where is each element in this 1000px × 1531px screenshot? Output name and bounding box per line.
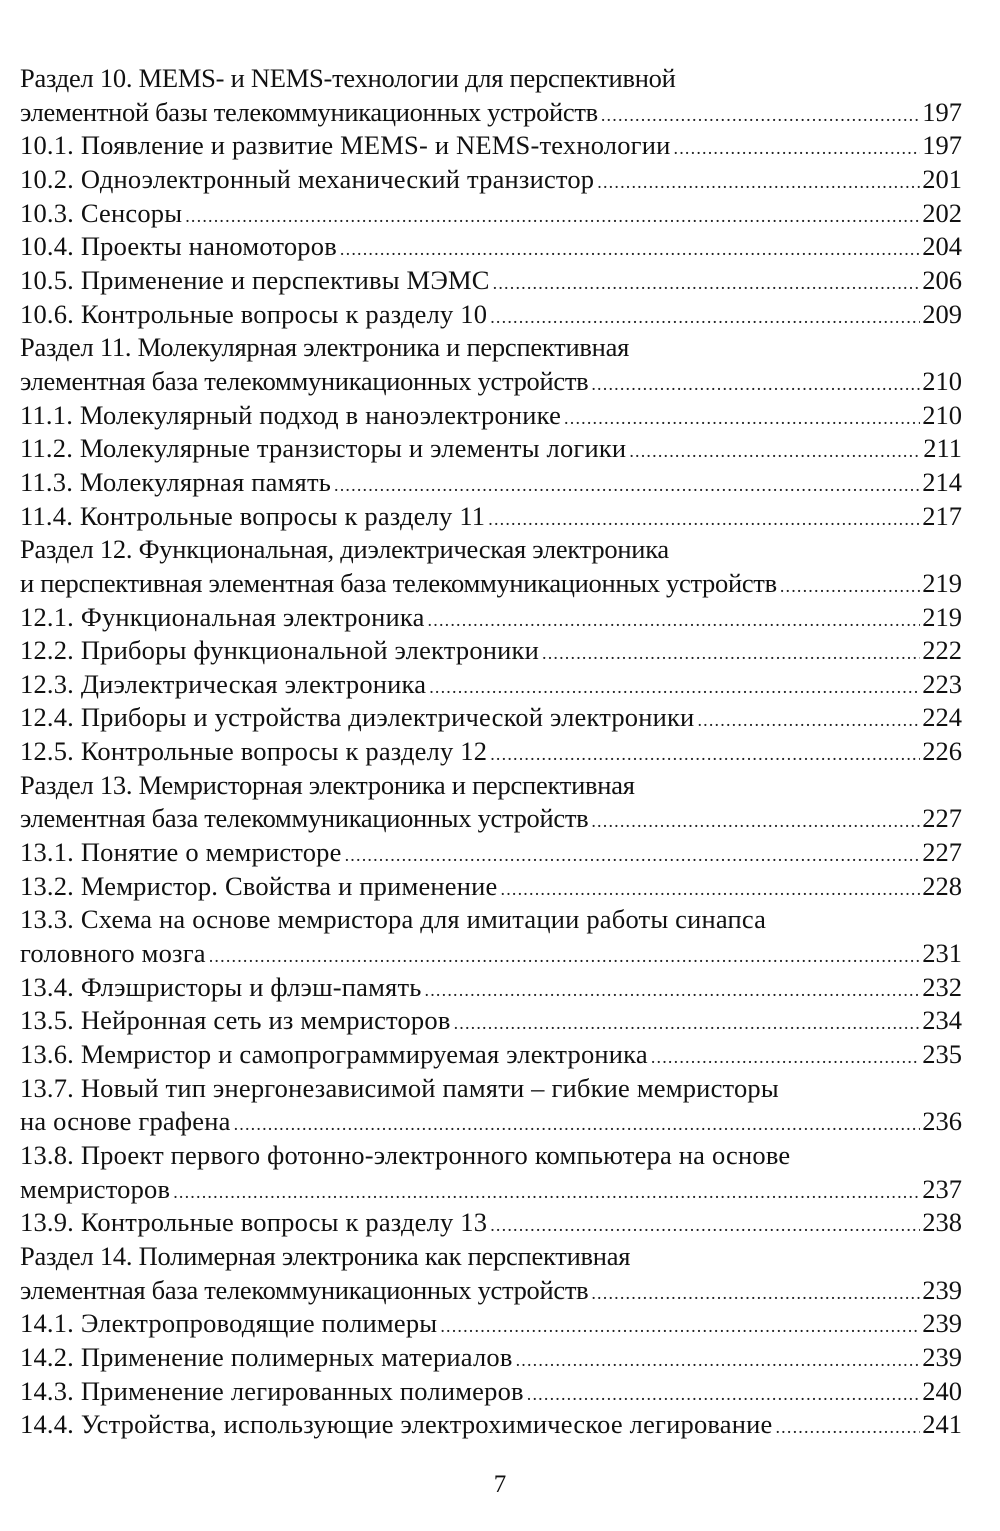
toc-entry-title: Раздел 12. Функциональная, диэлектрическая электроника <box>20 534 669 565</box>
toc-entry-title: 11.2. Молекулярные транзисторы и элементы логики <box>20 433 627 464</box>
toc-entry-page-number: 239 <box>922 1341 962 1372</box>
toc-entry-page-number: 224 <box>922 702 962 733</box>
toc-entry <box>20 298 962 332</box>
dot-leader <box>542 637 920 668</box>
toc-entry <box>20 769 962 803</box>
dot-leader <box>340 233 920 264</box>
dot-leader <box>775 1411 920 1442</box>
toc-entry-title: 10.3. Сенсоры <box>20 197 183 228</box>
dot-leader <box>345 839 921 870</box>
toc-entry <box>20 1105 962 1139</box>
toc-entry-title: 13.8. Проект первого фотонно-электронного компьютера на основе <box>20 1140 791 1170</box>
toc-entry <box>20 937 962 971</box>
dot-leader <box>591 368 920 399</box>
toc-entry-title: 10.6. Контрольные вопросы к разделу 10 <box>20 298 488 329</box>
toc-entry <box>20 533 962 567</box>
toc-entry-title: 13.9. Контрольные вопросы к разделу 13 <box>20 1207 488 1238</box>
toc-entry-page-number: 231 <box>922 938 962 969</box>
toc-entry-title: 14.3. Применение легированных полимеров <box>20 1375 524 1406</box>
toc-entry <box>20 163 962 197</box>
toc-entry-page-number: 201 <box>922 163 962 194</box>
toc-entry-title: 10.2. Одноэлектронный механический транзистор <box>20 163 595 194</box>
toc-entry-page-number: 210 <box>922 399 962 430</box>
toc-entry-title: Раздел 11. Молекулярная электроника и перспективная <box>20 332 630 363</box>
toc-entry <box>20 1072 962 1106</box>
toc-entry <box>20 870 962 904</box>
toc-entry-title: элементной базы телекоммуникационных устройств <box>20 96 598 127</box>
toc-entry <box>20 197 962 231</box>
toc-entry-title: 11.3. Молекулярная память <box>20 466 332 497</box>
dot-leader <box>674 132 921 163</box>
toc-entry-title: 10.5. Применение и перспективы МЭМС <box>20 264 490 295</box>
toc-entry-title: головного мозга <box>20 938 206 969</box>
dot-leader <box>697 704 920 735</box>
toc-entry-page-number: 241 <box>922 1409 962 1440</box>
toc-entry-page-number: 227 <box>922 803 962 834</box>
toc-entry-title: 13.7. Новый тип энергонезависимой памяти – гибкие мемристоры <box>20 1072 779 1103</box>
toc-entry <box>20 365 962 399</box>
toc-entry-title: Раздел 13. Мемристорная электроника и перспективная <box>20 769 635 800</box>
toc-entry <box>20 500 962 534</box>
toc-entry <box>20 802 962 836</box>
toc-entry <box>20 1206 962 1240</box>
toc-entry-page-number: 222 <box>922 635 962 666</box>
toc-entry <box>20 230 962 264</box>
toc-entry-title: 13.5. Нейронная сеть из мемристоров <box>20 1005 451 1036</box>
toc-entry-title: элементная база телекоммуникационных устройств <box>20 1274 589 1305</box>
dot-leader <box>597 166 920 197</box>
toc-entry-title: 10.1. Появление и развитие MEMS- и NEMS-технологии <box>20 130 671 161</box>
dot-leader <box>780 570 920 601</box>
dot-leader <box>601 99 920 130</box>
toc-entry <box>20 634 962 668</box>
toc-entry <box>20 1173 962 1207</box>
dot-leader <box>651 1041 920 1072</box>
toc-entry-title: Раздел 14. Полимерная электроника как перспективная <box>20 1240 631 1271</box>
toc-entry-page-number: 214 <box>922 466 962 497</box>
toc-entry <box>20 399 962 433</box>
toc-entry-title: 12.5. Контрольные вопросы к разделу 12 <box>20 736 488 767</box>
dot-leader <box>234 1108 921 1139</box>
dot-leader <box>429 671 920 702</box>
table-of-contents <box>20 62 962 1442</box>
toc-entry-page-number: 197 <box>922 96 962 127</box>
toc-entry <box>20 1240 962 1274</box>
dot-leader <box>425 974 921 1005</box>
toc-entry-page-number: 206 <box>922 264 962 295</box>
toc-entry <box>20 735 962 769</box>
toc-entry-page-number: 211 <box>923 433 962 464</box>
toc-entry-title: элементная база телекоммуникационных устройств <box>20 365 589 396</box>
toc-entry-title: 13.1. Понятие о мемристоре <box>20 837 342 868</box>
toc-entry-title: 13.6. Мемристор и самопрограммируемая электроника <box>20 1039 648 1070</box>
toc-entry <box>20 701 962 735</box>
toc-entry <box>20 601 962 635</box>
toc-entry <box>20 331 962 365</box>
toc-entry-title: Раздел 10. MEMS- и NEMS-технологии для перспективной <box>20 63 676 93</box>
toc-entry <box>20 264 962 298</box>
toc-entry-page-number: 197 <box>922 130 962 161</box>
toc-entry-title: 12.1. Функциональная электроника <box>20 601 425 632</box>
toc-entry-title: 10.4. Проекты наномоторов <box>20 231 337 262</box>
toc-entry <box>20 903 962 937</box>
dot-leader <box>490 738 920 769</box>
dot-leader <box>493 267 921 298</box>
toc-entry <box>20 1038 962 1072</box>
toc-entry <box>20 668 962 702</box>
toc-entry-page-number: 240 <box>922 1375 962 1406</box>
toc-entry <box>20 567 962 601</box>
toc-entry-page-number: 202 <box>922 197 962 228</box>
dot-leader <box>454 1007 921 1038</box>
toc-entry-page-number: 227 <box>922 837 962 868</box>
toc-entry-title: 12.4. Приборы и устройства диэлектрической электроники <box>20 702 695 733</box>
toc-entry <box>20 1139 962 1173</box>
toc-entry-page-number: 217 <box>922 500 962 531</box>
toc-entry-title: элементная база телекоммуникационных устройств <box>20 803 589 834</box>
toc-entry <box>20 1004 962 1038</box>
toc-entry <box>20 836 962 870</box>
toc-entry-title: 14.1. Электропроводящие полимеры <box>20 1308 438 1339</box>
dot-leader <box>629 435 921 466</box>
toc-entry-title: 12.3. Диэлектрическая электроника <box>20 668 427 699</box>
toc-entry-page-number: 209 <box>922 298 962 329</box>
dot-leader <box>490 1209 920 1240</box>
toc-entry-title: 11.1. Молекулярный подход в наноэлектронике <box>20 399 562 430</box>
toc-entry-page-number: 204 <box>922 231 962 262</box>
toc-entry <box>20 1341 962 1375</box>
dot-leader <box>490 301 920 332</box>
dot-leader <box>488 503 920 534</box>
toc-entry-page-number: 232 <box>922 971 962 1002</box>
dot-leader <box>591 1277 920 1308</box>
toc-entry-page-number: 235 <box>922 1039 962 1070</box>
toc-entry-page-number: 219 <box>922 601 962 632</box>
toc-entry-title: 14.2. Применение полимерных материалов <box>20 1341 513 1372</box>
toc-entry-page-number: 239 <box>922 1308 962 1339</box>
toc-entry <box>20 1274 962 1308</box>
toc-entry-page-number: 234 <box>922 1005 962 1036</box>
dot-leader <box>527 1378 920 1409</box>
dot-leader <box>334 469 920 500</box>
toc-entry-title: 13.3. Схема на основе мемристора для имитации работы синапса <box>20 904 767 935</box>
toc-entry <box>20 96 962 130</box>
dot-leader <box>501 873 921 904</box>
toc-entry <box>20 1307 962 1341</box>
toc-entry-title: 13.4. Флэшристоры и флэш-память <box>20 971 422 1002</box>
toc-entry-title: 12.2. Приборы функциональной электроники <box>20 635 539 666</box>
dot-leader <box>428 604 921 635</box>
toc-entry <box>20 62 962 96</box>
toc-entry-page-number: 238 <box>922 1207 962 1238</box>
toc-entry <box>20 1408 962 1442</box>
toc-entry <box>20 432 962 466</box>
toc-entry-title: 13.2. Мемристор. Свойства и применение <box>20 870 498 901</box>
dot-leader <box>516 1344 921 1375</box>
dot-leader <box>185 200 920 231</box>
toc-entry-page-number: 219 <box>922 567 962 598</box>
toc-entry <box>20 466 962 500</box>
toc-entry-title: на основе графена <box>20 1106 231 1137</box>
toc-entry <box>20 129 962 163</box>
toc-entry-title: и перспективная элементная база телекоммуникационных устройств <box>20 567 777 598</box>
toc-entry-page-number: 228 <box>922 870 962 901</box>
dot-leader <box>209 940 921 971</box>
toc-entry-page-number: 236 <box>922 1106 962 1137</box>
dot-leader <box>440 1310 920 1341</box>
dot-leader <box>173 1176 920 1207</box>
toc-entry <box>20 1375 962 1409</box>
page-number-footer: 7 <box>493 1471 507 1498</box>
toc-entry-title: мемристоров <box>20 1173 171 1204</box>
toc-entry-page-number: 210 <box>922 365 962 396</box>
toc-entry-title: 14.4. Устройства, использующие электрохимическое легирование <box>20 1409 773 1440</box>
toc-entry-page-number: 223 <box>922 668 962 699</box>
toc-entry-page-number: 237 <box>922 1173 962 1204</box>
dot-leader <box>564 402 920 433</box>
toc-entry-title: 11.4. Контрольные вопросы к разделу 11 <box>20 500 486 531</box>
toc-entry-page-number: 239 <box>922 1274 962 1305</box>
toc-entry <box>20 971 962 1005</box>
toc-entry-page-number: 226 <box>922 736 962 767</box>
dot-leader <box>591 805 920 836</box>
